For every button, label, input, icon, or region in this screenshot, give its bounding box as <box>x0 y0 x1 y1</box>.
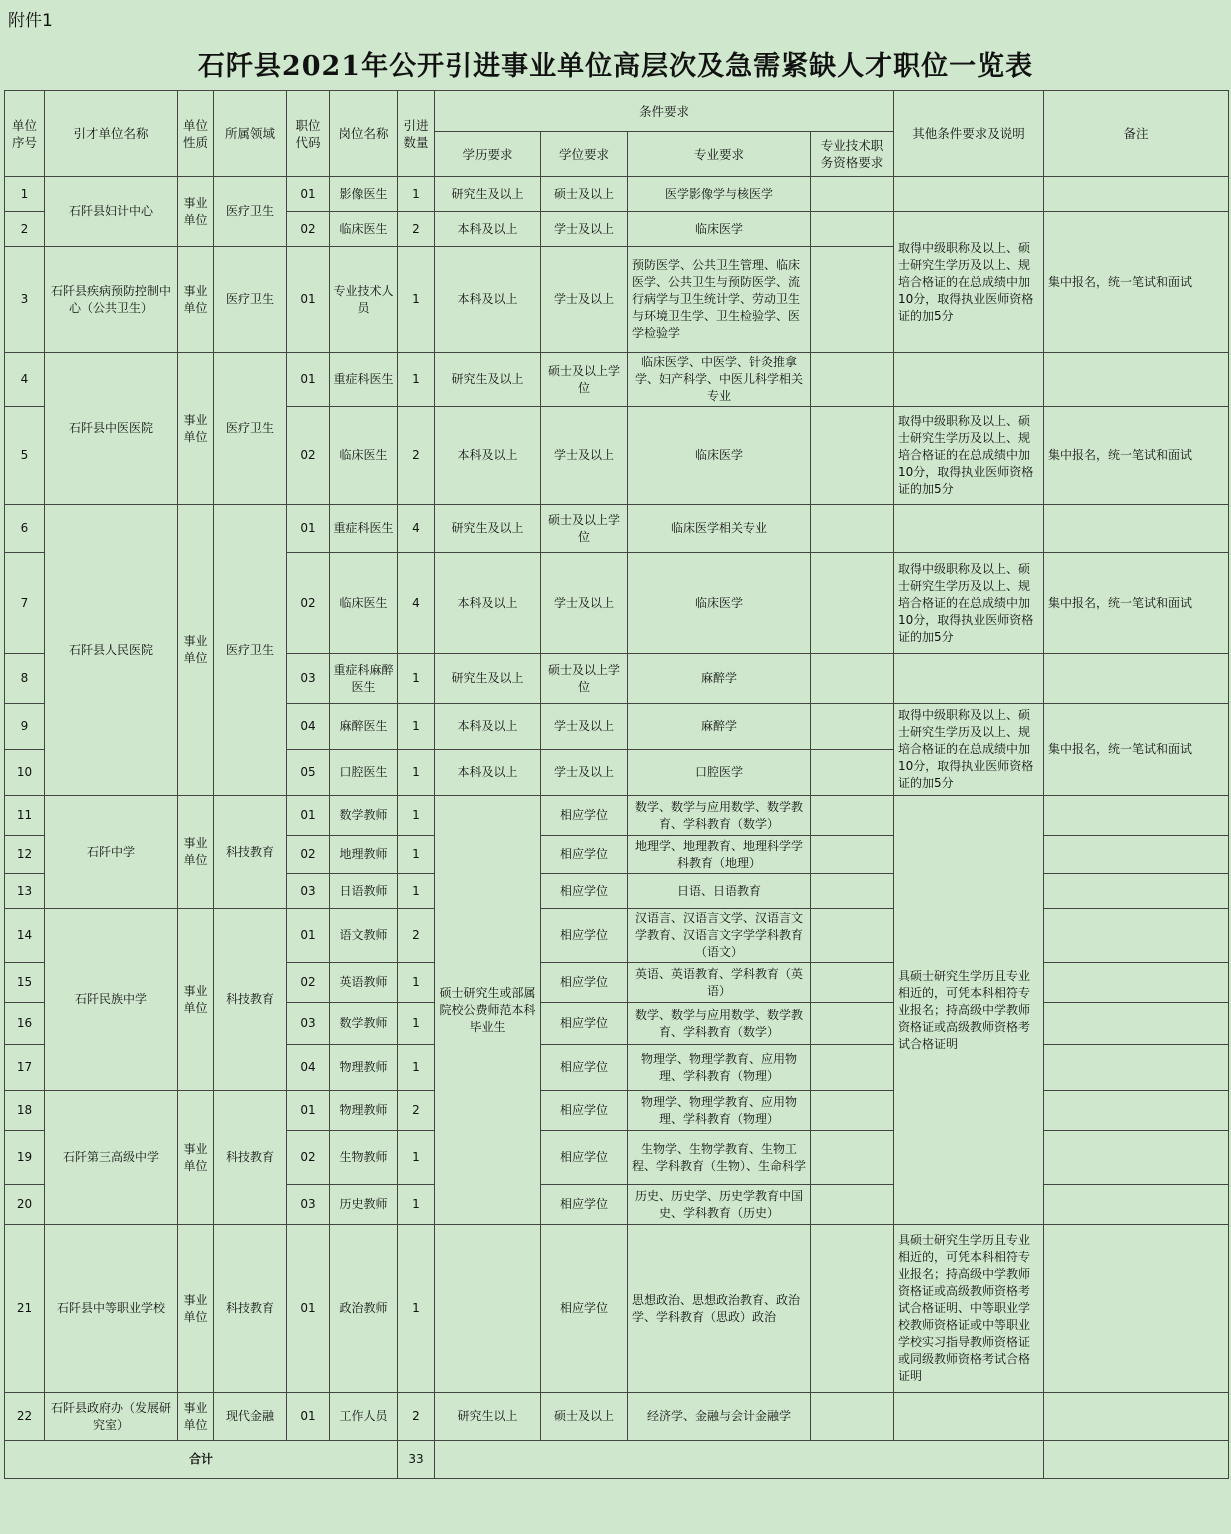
cell-code: 01 <box>287 1393 330 1441</box>
cell-post: 物理教师 <box>330 1045 398 1091</box>
cell-other: 取得中级职称及以上、硕士研究生学历及以上、规培合格证的在总成绩中加10分，取得执业医师资格证的加5分 <box>894 553 1044 654</box>
cell-seq: 19 <box>5 1131 45 1185</box>
cell-degree: 相应学位 <box>541 1045 628 1091</box>
header-edu: 学历要求 <box>435 132 541 177</box>
cell-major: 历史、历史学、历史学教育中国史、学科教育（历史） <box>628 1185 811 1225</box>
header-other: 其他条件要求及说明 <box>894 91 1044 177</box>
cell-degree: 学士及以上 <box>541 212 628 247</box>
cell-code: 02 <box>287 553 330 654</box>
cell-post: 数学教师 <box>330 796 398 836</box>
cell-seq: 9 <box>5 704 45 750</box>
cell-post: 专业技术人员 <box>330 247 398 353</box>
cell-post: 麻醉医生 <box>330 704 398 750</box>
cell-remark <box>1044 1091 1229 1131</box>
cell-seq: 4 <box>5 353 45 407</box>
cell-remark <box>1044 1131 1229 1185</box>
cell-degree: 相应学位 <box>541 963 628 1003</box>
cell-major: 生物学、生物学教育、生物工程、学科教育（生物）、生命科学 <box>628 1131 811 1185</box>
cell-remark <box>1044 177 1229 212</box>
cell-edu: 本科及以上 <box>435 407 541 505</box>
header-field: 所属领域 <box>214 91 287 177</box>
cell-unit: 石阡县中医医院 <box>45 353 178 505</box>
cell-count: 1 <box>398 353 435 407</box>
cell-unit: 石阡中学 <box>45 796 178 909</box>
cell-post: 物理教师 <box>330 1091 398 1131</box>
cell-code: 02 <box>287 212 330 247</box>
cell-post: 政治教师 <box>330 1225 398 1393</box>
cell-degree: 相应学位 <box>541 909 628 963</box>
cell-nature: 事业 单位 <box>178 796 214 909</box>
cell-major: 临床医学 <box>628 553 811 654</box>
cell-other <box>894 654 1044 704</box>
header-conditions: 条件要求 <box>435 91 894 132</box>
total-remark <box>1044 1441 1229 1479</box>
cell-qual <box>811 212 894 247</box>
cell-post: 工作人员 <box>330 1393 398 1441</box>
cell-major: 地理学、地理教育、地理科学学科教育（地理） <box>628 836 811 874</box>
cell-edu: 本科及以上 <box>435 212 541 247</box>
cell-other: 取得中级职称及以上、硕士研究生学历及以上、规培合格证的在总成绩中加10分，取得执业医师资格证的加5分 <box>894 407 1044 505</box>
cell-code: 05 <box>287 750 330 796</box>
cell-seq: 22 <box>5 1393 45 1441</box>
cell-seq: 20 <box>5 1185 45 1225</box>
cell-field: 科技教育 <box>214 1225 287 1393</box>
cell-qual <box>811 750 894 796</box>
cell-remark: 集中报名，统一笔试和面试 <box>1044 704 1229 796</box>
cell-count: 1 <box>398 177 435 212</box>
cell-post: 重症科医生 <box>330 505 398 553</box>
cell-qual <box>811 654 894 704</box>
cell-other: 具硕士研究生学历且专业相近的，可凭本科相符专业报名；持高级中学教师资格证或高级教师资格考试合格证明、中等职业学校教师资格证或中等职业学校实习指导教师资格证或同级教师资格考试合格证明 <box>894 1225 1044 1393</box>
cell-post: 英语教师 <box>330 963 398 1003</box>
cell-count: 1 <box>398 247 435 353</box>
cell-code: 01 <box>287 796 330 836</box>
cell-code: 02 <box>287 1131 330 1185</box>
cell-count: 1 <box>398 1185 435 1225</box>
cell-qual <box>811 1091 894 1131</box>
cell-seq: 5 <box>5 407 45 505</box>
cell-field: 科技教育 <box>214 909 287 1091</box>
cell-post: 语文教师 <box>330 909 398 963</box>
cell-edu: 研究生及以上 <box>435 654 541 704</box>
page-title: 石阡县2021年公开引进事业单位高层次及急需紧缺人才职位一览表 <box>197 51 1034 82</box>
cell-seq: 6 <box>5 505 45 553</box>
table-row <box>5 796 1229 836</box>
cell-edu: 研究生及以上 <box>435 177 541 212</box>
cell-nature: 事业 单位 <box>178 1393 214 1441</box>
cell-nature: 事业 单位 <box>178 1091 214 1225</box>
cell-remark <box>1044 1393 1229 1441</box>
cell-degree: 硕士及以上 <box>541 1393 628 1441</box>
cell-remark <box>1044 796 1229 836</box>
header-code: 职位 代码 <box>287 91 330 177</box>
cell-post: 影像医生 <box>330 177 398 212</box>
cell-degree: 相应学位 <box>541 1131 628 1185</box>
cell-code: 02 <box>287 963 330 1003</box>
cell-code: 01 <box>287 505 330 553</box>
cell-count: 1 <box>398 1131 435 1185</box>
cell-remark <box>1044 1045 1229 1091</box>
cell-code: 01 <box>287 353 330 407</box>
cell-degree: 相应学位 <box>541 1185 628 1225</box>
cell-seq: 16 <box>5 1003 45 1045</box>
cell-edu: 本科及以上 <box>435 553 541 654</box>
cell-seq: 3 <box>5 247 45 353</box>
positions-table <box>4 90 1229 1479</box>
cell-qual <box>811 553 894 654</box>
cell-degree: 学士及以上 <box>541 407 628 505</box>
cell-code: 04 <box>287 1045 330 1091</box>
cell-degree: 相应学位 <box>541 1003 628 1045</box>
cell-degree: 相应学位 <box>541 1091 628 1131</box>
cell-count: 4 <box>398 505 435 553</box>
cell-unit: 石阡第三高级中学 <box>45 1091 178 1225</box>
cell-edu: 研究生以上 <box>435 1393 541 1441</box>
cell-other: 取得中级职称及以上、硕士研究生学历及以上、规培合格证的在总成绩中加10分，取得执业医师资格证的加5分 <box>894 212 1044 353</box>
cell-remark <box>1044 836 1229 874</box>
cell-degree: 相应学位 <box>541 1225 628 1393</box>
cell-qual <box>811 836 894 874</box>
cell-count: 1 <box>398 796 435 836</box>
cell-major: 数学、数学与应用数学、数学教育、学科教育（数学） <box>628 1003 811 1045</box>
cell-code: 02 <box>287 836 330 874</box>
header-seq: 单位 序号 <box>5 91 45 177</box>
cell-remark <box>1044 1185 1229 1225</box>
header-count: 引进 数量 <box>398 91 435 177</box>
cell-edu: 研究生及以上 <box>435 353 541 407</box>
cell-code: 03 <box>287 654 330 704</box>
cell-qual <box>811 704 894 750</box>
cell-edu <box>435 1225 541 1393</box>
cell-remark <box>1044 963 1229 1003</box>
cell-nature: 事业 单位 <box>178 1225 214 1393</box>
cell-post: 重症科麻醉医生 <box>330 654 398 704</box>
cell-major: 日语、日语教育 <box>628 874 811 909</box>
cell-remark <box>1044 353 1229 407</box>
cell-seq: 7 <box>5 553 45 654</box>
cell-count: 2 <box>398 1091 435 1131</box>
cell-unit: 石阡民族中学 <box>45 909 178 1091</box>
cell-count: 1 <box>398 836 435 874</box>
cell-nature: 事业 单位 <box>178 909 214 1091</box>
cell-post: 地理教师 <box>330 836 398 874</box>
cell-qual <box>811 353 894 407</box>
table-row <box>5 1393 1229 1441</box>
cell-field: 医疗卫生 <box>214 177 287 247</box>
cell-count: 4 <box>398 553 435 654</box>
cell-degree: 学士及以上 <box>541 553 628 654</box>
cell-qual <box>811 505 894 553</box>
table-row <box>5 353 1229 407</box>
cell-unit: 石阡县妇计中心 <box>45 177 178 247</box>
cell-count: 1 <box>398 1003 435 1045</box>
cell-major: 临床医学、中医学、针灸推拿学、妇产科学、中医儿科学相关专业 <box>628 353 811 407</box>
cell-code: 01 <box>287 1091 330 1131</box>
cell-edu: 研究生及以上 <box>435 505 541 553</box>
cell-seq: 1 <box>5 177 45 212</box>
cell-seq: 21 <box>5 1225 45 1393</box>
total-value: 33 <box>398 1441 435 1479</box>
cell-major: 物理学、物理学教育、应用物理、学科教育（物理） <box>628 1091 811 1131</box>
cell-degree: 相应学位 <box>541 796 628 836</box>
cell-remark <box>1044 1225 1229 1393</box>
cell-count: 2 <box>398 909 435 963</box>
cell-remark <box>1044 654 1229 704</box>
cell-major: 临床医学 <box>628 212 811 247</box>
cell-major: 思想政治、思想政治教育、政治学、学科教育（思政）政治 <box>628 1225 811 1393</box>
cell-count: 1 <box>398 1225 435 1393</box>
cell-code: 01 <box>287 247 330 353</box>
cell-seq: 11 <box>5 796 45 836</box>
cell-seq: 18 <box>5 1091 45 1131</box>
cell-post: 历史教师 <box>330 1185 398 1225</box>
cell-count: 1 <box>398 750 435 796</box>
cell-degree: 学士及以上 <box>541 247 628 353</box>
total-blank <box>435 1441 1044 1479</box>
cell-post: 重症科医生 <box>330 353 398 407</box>
cell-unit: 石阡县人民医院 <box>45 505 178 796</box>
cell-remark: 集中报名，统一笔试和面试 <box>1044 212 1229 353</box>
cell-count: 2 <box>398 212 435 247</box>
cell-major: 临床医学相关专业 <box>628 505 811 553</box>
cell-degree: 相应学位 <box>541 836 628 874</box>
table-row <box>5 177 1229 212</box>
cell-other <box>894 505 1044 553</box>
attachment-label: 附件1 <box>8 11 53 31</box>
cell-other <box>894 177 1044 212</box>
cell-count: 2 <box>398 407 435 505</box>
cell-code: 01 <box>287 177 330 212</box>
cell-major: 物理学、物理学教育、应用物理、学科教育（物理） <box>628 1045 811 1091</box>
cell-code: 01 <box>287 909 330 963</box>
cell-code: 03 <box>287 1003 330 1045</box>
table-row <box>5 909 1229 963</box>
table-row <box>5 505 1229 553</box>
cell-degree: 学士及以上 <box>541 704 628 750</box>
total-label: 合计 <box>5 1441 398 1479</box>
cell-remark <box>1044 909 1229 963</box>
cell-qual <box>811 1225 894 1393</box>
cell-qual <box>811 1131 894 1185</box>
cell-post: 临床医生 <box>330 553 398 654</box>
cell-qual <box>811 874 894 909</box>
cell-degree: 硕士及以上学位 <box>541 505 628 553</box>
header-remark: 备注 <box>1044 91 1229 177</box>
header-qual: 专业技术职 务资格要求 <box>811 132 894 177</box>
cell-post: 数学教师 <box>330 1003 398 1045</box>
header-unit: 引才单位名称 <box>45 91 178 177</box>
cell-remark: 集中报名，统一笔试和面试 <box>1044 407 1229 505</box>
cell-field: 科技教育 <box>214 796 287 909</box>
cell-edu: 本科及以上 <box>435 750 541 796</box>
cell-code: 03 <box>287 874 330 909</box>
cell-qual <box>811 1045 894 1091</box>
cell-qual <box>811 407 894 505</box>
cell-edu: 本科及以上 <box>435 247 541 353</box>
cell-post: 临床医生 <box>330 407 398 505</box>
cell-degree: 相应学位 <box>541 874 628 909</box>
cell-remark: 集中报名，统一笔试和面试 <box>1044 553 1229 654</box>
cell-seq: 15 <box>5 963 45 1003</box>
cell-nature: 事业 单位 <box>178 247 214 353</box>
cell-other: 取得中级职称及以上、硕士研究生学历及以上、规培合格证的在总成绩中加10分，取得执业医师资格证的加5分 <box>894 704 1044 796</box>
cell-unit: 石阡县政府办（发展研究室） <box>45 1393 178 1441</box>
cell-count: 1 <box>398 704 435 750</box>
total-row <box>5 1441 1229 1479</box>
cell-qual <box>811 963 894 1003</box>
cell-degree: 硕士及以上学位 <box>541 353 628 407</box>
cell-field: 医疗卫生 <box>214 247 287 353</box>
cell-qual <box>811 796 894 836</box>
cell-edu: 硕士研究生或部属院校公费师范本科毕业生 <box>435 796 541 1225</box>
cell-degree: 硕士及以上学位 <box>541 654 628 704</box>
cell-qual <box>811 909 894 963</box>
cell-edu: 本科及以上 <box>435 704 541 750</box>
cell-nature: 事业 单位 <box>178 177 214 247</box>
cell-post: 日语教师 <box>330 874 398 909</box>
cell-major: 数学、数学与应用数学、数学教育、学科教育（数学） <box>628 796 811 836</box>
cell-code: 01 <box>287 1225 330 1393</box>
cell-unit: 石阡县中等职业学校 <box>45 1225 178 1393</box>
cell-nature: 事业 单位 <box>178 353 214 505</box>
cell-major: 汉语言、汉语言文学、汉语言文学教育、汉语言文字学学科教育（语文） <box>628 909 811 963</box>
cell-field: 现代金融 <box>214 1393 287 1441</box>
cell-other <box>894 1393 1044 1441</box>
header-nature: 单位 性质 <box>178 91 214 177</box>
cell-major: 口腔医学 <box>628 750 811 796</box>
cell-major: 临床医学 <box>628 407 811 505</box>
cell-major: 英语、英语教育、学科教育（英语） <box>628 963 811 1003</box>
cell-qual <box>811 1185 894 1225</box>
table-row <box>5 1091 1229 1131</box>
cell-seq: 2 <box>5 212 45 247</box>
cell-seq: 10 <box>5 750 45 796</box>
header-major: 专业要求 <box>628 132 811 177</box>
cell-post: 临床医生 <box>330 212 398 247</box>
cell-field: 医疗卫生 <box>214 353 287 505</box>
cell-major: 医学影像学与核医学 <box>628 177 811 212</box>
cell-seq: 17 <box>5 1045 45 1091</box>
cell-qual <box>811 1393 894 1441</box>
header-degree: 学位要求 <box>541 132 628 177</box>
cell-seq: 8 <box>5 654 45 704</box>
cell-qual <box>811 247 894 353</box>
cell-count: 2 <box>398 1393 435 1441</box>
cell-field: 医疗卫生 <box>214 505 287 796</box>
cell-count: 1 <box>398 963 435 1003</box>
cell-post: 生物教师 <box>330 1131 398 1185</box>
cell-unit: 石阡县疾病预防控制中心（公共卫生） <box>45 247 178 353</box>
table-row <box>5 1225 1229 1393</box>
cell-remark <box>1044 874 1229 909</box>
cell-seq: 12 <box>5 836 45 874</box>
cell-count: 1 <box>398 874 435 909</box>
cell-remark <box>1044 505 1229 553</box>
cell-qual <box>811 1003 894 1045</box>
cell-seq: 14 <box>5 909 45 963</box>
cell-major: 预防医学、公共卫生管理、临床医学、公共卫生与预防医学、流行病学与卫生统计学、劳动卫生与环境卫生学、卫生检验学、医学检验学 <box>628 247 811 353</box>
cell-degree: 学士及以上 <box>541 750 628 796</box>
cell-nature: 事业 单位 <box>178 505 214 796</box>
cell-degree: 硕士及以上 <box>541 177 628 212</box>
cell-major: 麻醉学 <box>628 704 811 750</box>
cell-remark <box>1044 1003 1229 1045</box>
cell-code: 03 <box>287 1185 330 1225</box>
header-post: 岗位名称 <box>330 91 398 177</box>
cell-count: 1 <box>398 654 435 704</box>
cell-code: 04 <box>287 704 330 750</box>
cell-qual <box>811 177 894 212</box>
cell-field: 科技教育 <box>214 1091 287 1225</box>
cell-seq: 13 <box>5 874 45 909</box>
cell-major: 经济学、金融与会计金融学 <box>628 1393 811 1441</box>
cell-code: 02 <box>287 407 330 505</box>
cell-other: 具硕士研究生学历且专业相近的，可凭本科相符专业报名；持高级中学教师资格证或高级教师资格考试合格证明 <box>894 796 1044 1225</box>
cell-major: 麻醉学 <box>628 654 811 704</box>
cell-count: 1 <box>398 1045 435 1091</box>
cell-other <box>894 353 1044 407</box>
cell-post: 口腔医生 <box>330 750 398 796</box>
